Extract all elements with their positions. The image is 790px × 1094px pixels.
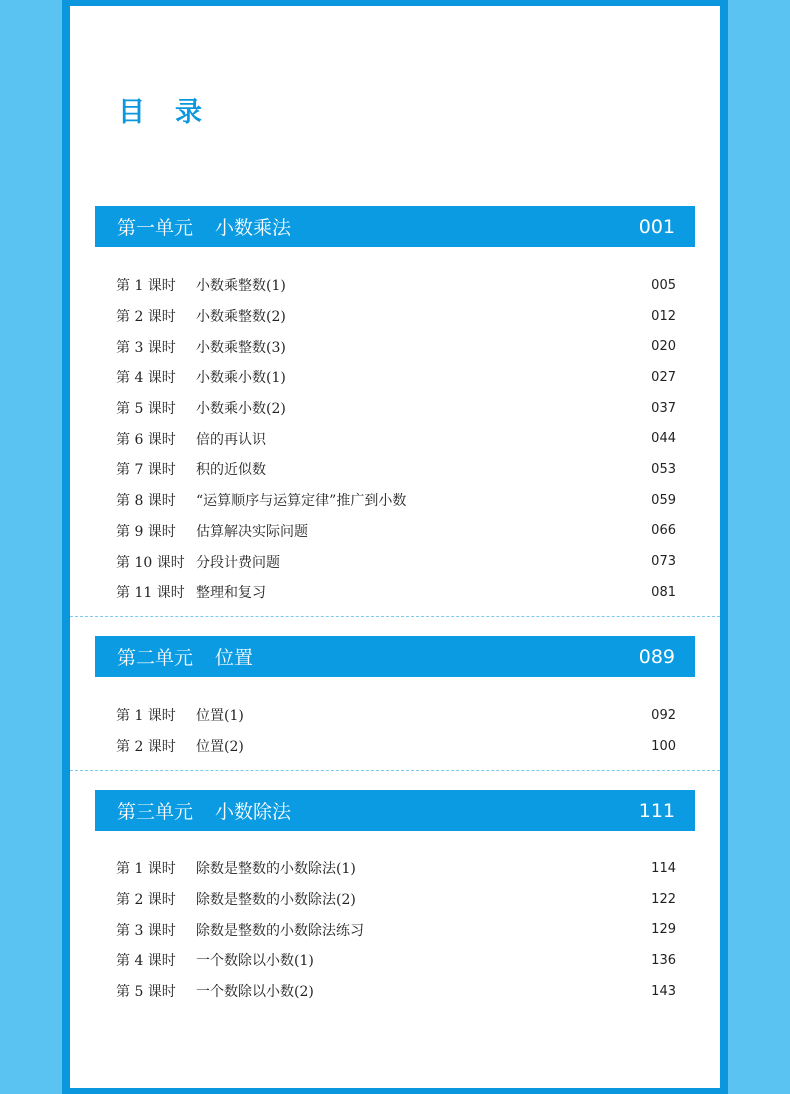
lesson-title: 除数是整数的小数除法(2) — [196, 892, 356, 909]
lesson-number: 第 4 课时 — [116, 953, 176, 970]
lesson-title: 整理和复习 — [196, 585, 266, 602]
unit-page-number: 111 — [638, 799, 675, 822]
lesson-number: 第 9 课时 — [116, 523, 176, 540]
section-divider — [70, 770, 720, 771]
lesson-page-number: 005 — [651, 277, 676, 293]
lesson-page-number: 122 — [651, 891, 676, 907]
lesson-number: 第 2 课时 — [116, 309, 176, 326]
unit-header-3[interactable] — [95, 790, 695, 831]
lesson-page-number: 044 — [651, 431, 676, 447]
lesson-title: 分段计费问题 — [196, 554, 280, 571]
lesson-number: 第 5 课时 — [116, 401, 176, 418]
unit-title: 小数除法 — [215, 801, 292, 823]
lesson-page-number: 081 — [651, 584, 676, 600]
lesson-page-number: 012 — [651, 308, 676, 324]
lesson-page-number: 100 — [651, 738, 676, 754]
unit-title: 小数乘法 — [215, 217, 292, 239]
toc-entry[interactable] — [116, 884, 676, 915]
lesson-title: 估算解决实际问题 — [196, 523, 308, 540]
toc-entry[interactable] — [116, 577, 676, 608]
lesson-page-number: 136 — [651, 952, 676, 968]
unit-number: 第二单元 — [117, 647, 194, 669]
toc-entry[interactable] — [116, 331, 676, 362]
lesson-page-number: 114 — [651, 860, 676, 876]
unit-title: 位置 — [215, 647, 254, 669]
lesson-title: 小数乘整数(3) — [196, 339, 286, 356]
unit-header-2[interactable] — [95, 636, 695, 677]
lesson-title: 小数乘小数(1) — [196, 370, 286, 387]
lesson-page-number: 037 — [651, 400, 676, 416]
lesson-title: 小数乘整数(1) — [196, 278, 286, 295]
lesson-title: 位置(1) — [196, 708, 244, 725]
lesson-number: 第 11 课时 — [116, 585, 185, 602]
lesson-page-number: 066 — [651, 523, 676, 539]
toc-title-char: 目 — [118, 97, 175, 128]
lesson-title: 倍的再认识 — [196, 431, 266, 448]
toc-entry[interactable] — [116, 914, 676, 945]
toc-entry[interactable] — [116, 270, 676, 301]
lesson-number: 第 2 课时 — [116, 892, 176, 909]
lesson-title: 积的近似数 — [196, 462, 266, 479]
toc-entry[interactable] — [116, 423, 676, 454]
unit-label — [117, 797, 291, 824]
lesson-page-number: 020 — [651, 339, 676, 355]
section-divider — [70, 616, 720, 617]
lesson-page-number: 092 — [651, 707, 676, 723]
toc-entry[interactable] — [116, 700, 676, 731]
lesson-number: 第 4 课时 — [116, 370, 176, 387]
toc-entry[interactable] — [116, 516, 676, 547]
lesson-number: 第 1 课时 — [116, 708, 176, 725]
lesson-list-unit-1 — [116, 270, 676, 608]
lesson-number: 第 1 课时 — [116, 861, 176, 878]
toc-entry[interactable] — [116, 976, 676, 1007]
lesson-number: 第 7 课时 — [116, 462, 176, 479]
lesson-title: 一个数除以小数(1) — [196, 953, 314, 970]
lesson-title: 小数乘整数(2) — [196, 309, 286, 326]
unit-page-number: 001 — [638, 215, 675, 238]
unit-number: 第三单元 — [117, 801, 194, 823]
lesson-page-number: 129 — [651, 922, 676, 938]
lesson-page-number: 073 — [651, 554, 676, 570]
lesson-title: 除数是整数的小数除法练习 — [196, 922, 364, 939]
lesson-number: 第 2 课时 — [116, 739, 176, 756]
lesson-title: 一个数除以小数(2) — [196, 984, 314, 1001]
lesson-number: 第 5 课时 — [116, 984, 176, 1001]
lesson-number: 第 3 课时 — [116, 339, 176, 356]
unit-page-number: 089 — [638, 645, 675, 668]
lesson-number: 第 8 课时 — [116, 493, 176, 510]
lesson-page-number: 059 — [651, 492, 676, 508]
unit-label — [117, 213, 291, 240]
lesson-list-unit-3 — [116, 853, 676, 1006]
lesson-page-number: 053 — [651, 461, 676, 477]
lesson-list-unit-2 — [116, 700, 676, 761]
toc-title — [118, 90, 232, 129]
lesson-title: “运算顺序与运算定律”推广到小数 — [196, 493, 407, 510]
toc-entry[interactable] — [116, 362, 676, 393]
unit-header-1[interactable] — [95, 206, 695, 247]
lesson-title: 小数乘小数(2) — [196, 401, 286, 418]
toc-entry[interactable] — [116, 546, 676, 577]
toc-entry[interactable] — [116, 454, 676, 485]
unit-number: 第一单元 — [117, 217, 194, 239]
toc-entry[interactable] — [116, 731, 676, 762]
toc-entry[interactable] — [116, 945, 676, 976]
toc-entry[interactable] — [116, 393, 676, 424]
lesson-number: 第 1 课时 — [116, 278, 176, 295]
lesson-number: 第 6 课时 — [116, 431, 176, 448]
toc-title-char: 录 — [175, 97, 232, 128]
toc-entry[interactable] — [116, 301, 676, 332]
lesson-number: 第 10 课时 — [116, 554, 185, 571]
lesson-number: 第 3 课时 — [116, 922, 176, 939]
toc-entry[interactable] — [116, 853, 676, 884]
toc-entry[interactable] — [116, 485, 676, 516]
unit-label — [117, 643, 253, 670]
lesson-page-number: 027 — [651, 369, 676, 385]
toc-page — [70, 6, 720, 1088]
lesson-title: 位置(2) — [196, 739, 244, 756]
lesson-page-number: 143 — [651, 983, 676, 999]
lesson-title: 除数是整数的小数除法(1) — [196, 861, 356, 878]
